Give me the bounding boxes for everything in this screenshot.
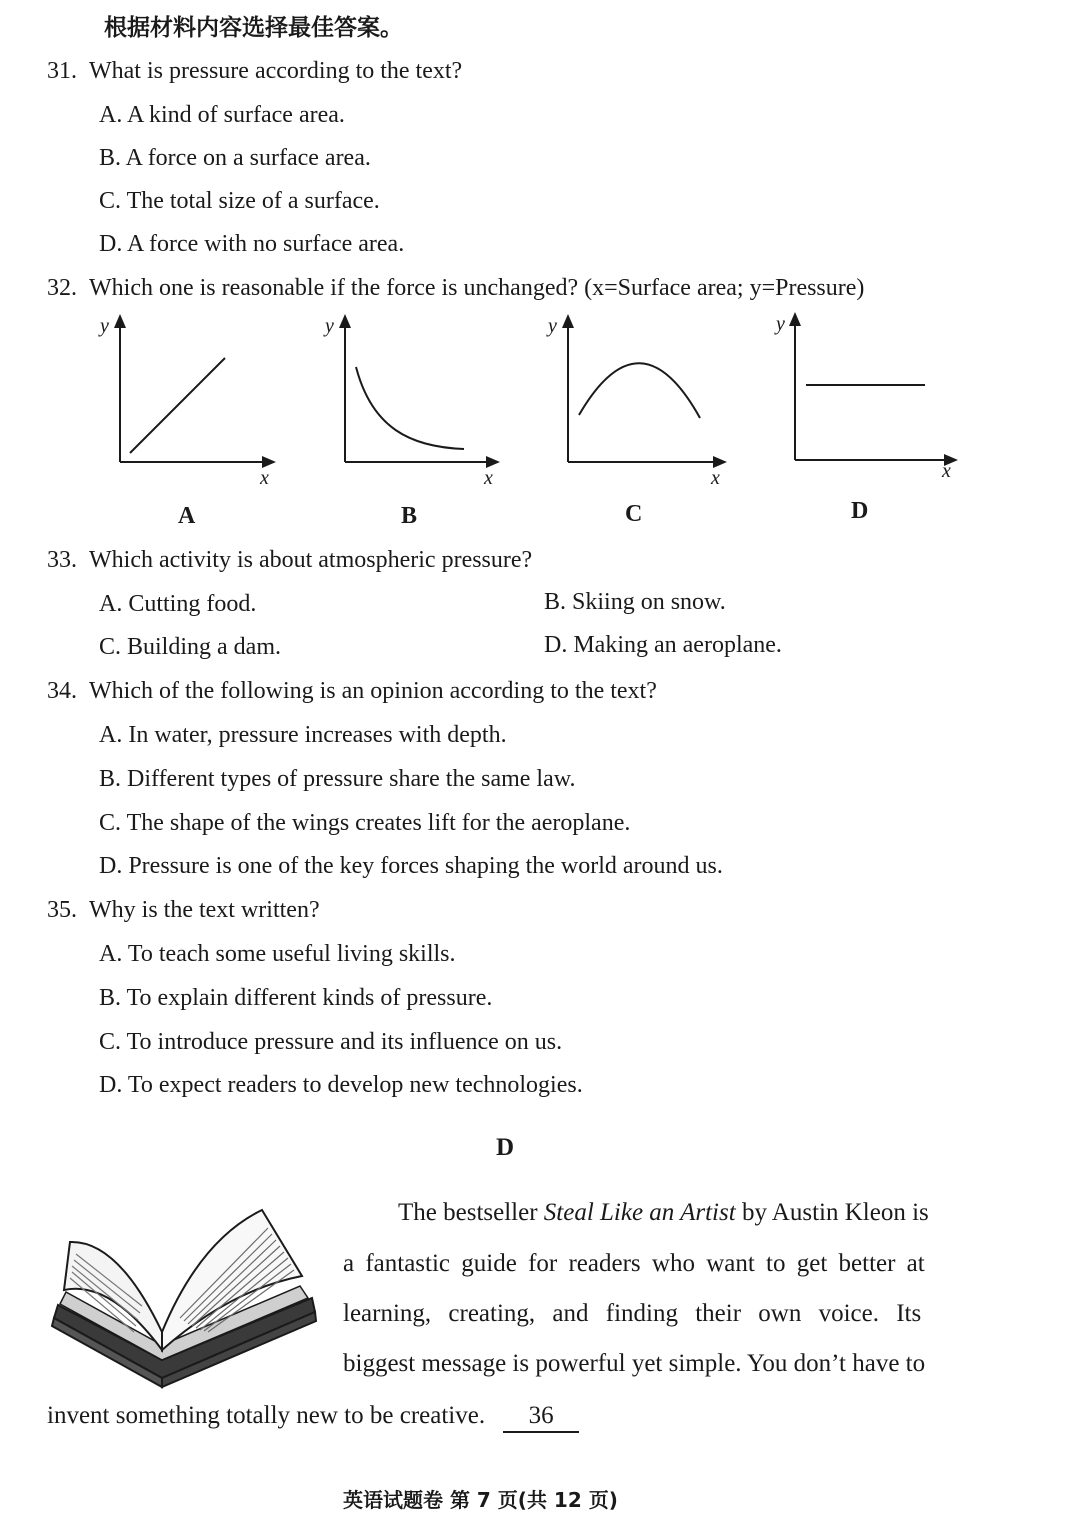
passage-text: invent something totally new to be creative. [47,1402,486,1429]
passage-text: by Austin Kleon is [735,1199,929,1226]
instruction-text: 根据材料内容选择最佳答案。 [104,15,403,41]
option-34-c[interactable]: C. The shape of the wings creates lift for the aeroplane. [99,810,631,836]
option-35-d[interactable]: D. To expect readers to develop new technologies. [99,1072,583,1098]
option-31-c[interactable]: C. The total size of a surface. [99,188,380,214]
y-axis-label: y [100,315,109,337]
question-35 [47,895,320,925]
graph-label-c: C [625,501,643,527]
passage-line-3: learning, creating, and finding their own voice. Its [343,1300,922,1327]
option-33-c[interactable]: C. Building a dam. [99,634,281,660]
graph-b-curve [356,367,464,449]
graph-a[interactable] [98,315,270,489]
option-33-b[interactable]: B. Skiing on snow. [544,589,726,615]
graph-d[interactable] [774,313,952,482]
y-axis-label: y [776,313,785,335]
question-number: 33. [47,547,77,573]
y-axis-label: y [325,315,334,337]
open-book-icon [50,1200,332,1400]
graph-c-curve [579,363,700,418]
option-33-a[interactable]: A. Cutting food. [99,591,257,617]
passage-line-5 [47,1401,579,1433]
question-text: Which activity is about atmospheric pressure? [89,547,533,573]
book-title: Steal Like an Artist [543,1199,736,1226]
passage-text: The bestseller [398,1199,544,1226]
question-number: 31. [47,58,77,84]
answer-blank-36[interactable]: 36 [503,1401,579,1433]
option-34-d[interactable]: D. Pressure is one of the key forces shaping the world around us. [99,853,723,879]
y-axis-label: y [548,315,557,337]
option-34-a[interactable]: A. In water, pressure increases with depth. [99,722,507,748]
option-31-b[interactable]: B. A force on a surface area. [99,145,371,171]
x-axis-label: x [711,467,720,489]
question-number: 34. [47,678,77,704]
graph-label-d: D [851,498,869,524]
question-text: Which one is reasonable if the force is unchanged? (x=Surface area; y=Pressure) [89,275,865,301]
graph-c[interactable] [546,315,721,489]
x-axis-label: x [484,467,493,489]
option-35-c[interactable]: C. To introduce pressure and its influence on us. [99,1029,563,1055]
graphs-figure [0,0,1080,540]
option-35-b[interactable]: B. To explain different kinds of pressure. [99,985,493,1011]
option-31-d[interactable]: D. A force with no surface area. [99,231,405,257]
graph-b[interactable] [323,315,494,489]
option-34-b[interactable]: B. Different types of pressure share the same law. [99,766,576,792]
x-axis-label: x [942,460,951,482]
graph-label-a: A [178,503,196,529]
passage-line-2: a fantastic guide for readers who want to get better at [343,1250,925,1277]
question-text: Which of the following is an opinion according to the text? [89,678,657,704]
question-34 [47,676,657,706]
graph-label-b: B [401,503,418,529]
option-35-a[interactable]: A. To teach some useful living skills. [99,941,456,967]
section-heading: D [496,1134,515,1161]
x-axis-label: x [260,467,269,489]
option-33-d[interactable]: D. Making an aeroplane. [544,632,782,658]
question-33 [47,545,532,575]
question-text: Why is the text written? [89,897,320,923]
passage-line-4: biggest message is powerful yet simple. You don’t have to [343,1350,926,1377]
option-31-a[interactable]: A. A kind of surface area. [99,102,345,128]
page-footer: 英语试题卷 第 7 页(共 12 页) [343,1488,618,1512]
question-text: What is pressure according to the text? [89,58,463,84]
question-number: 35. [47,897,77,923]
graph-a-curve [130,358,225,453]
question-number: 32. [47,275,77,301]
passage-line-1 [398,1198,929,1228]
